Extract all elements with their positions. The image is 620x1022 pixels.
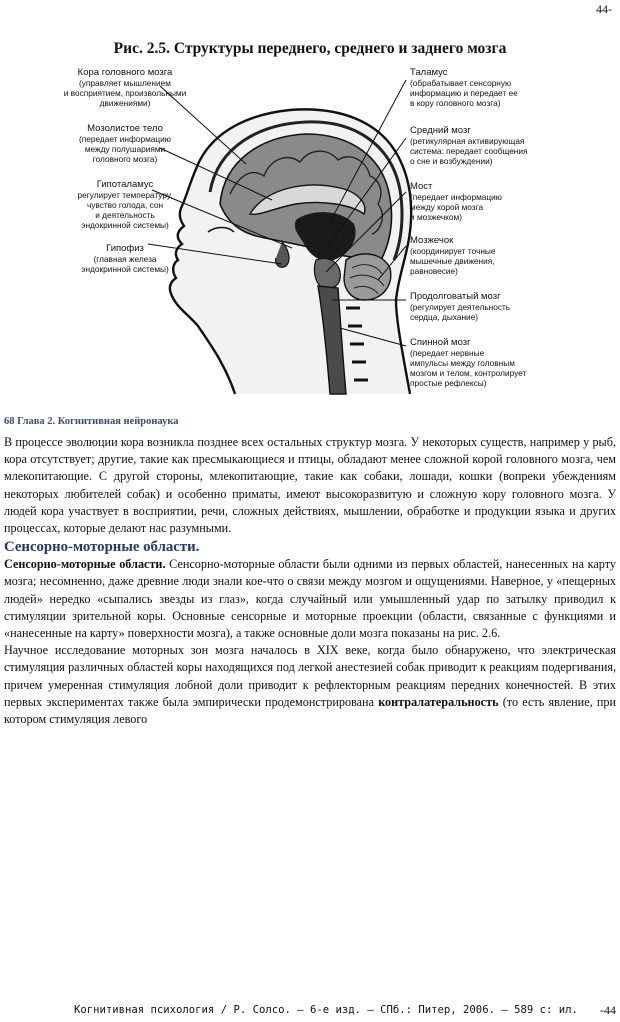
paragraph-sensorimotor (4, 556, 616, 642)
label-cortex: Кора головного мозга (управляет мышлением и восприятием, произвольными движениями) (63, 67, 187, 108)
label-spinal-cord: Спинной мозг (передает нервные импульсы между головным мозгом и телом, контролирует простые рефлексы) (410, 337, 527, 388)
paragraph-lead: Сенсорно-моторные области. (4, 557, 166, 572)
cerebellum (344, 254, 391, 300)
paragraph-motor-research (4, 642, 616, 728)
chapter-header: 68 Глава 2. Когнитивная нейронаука (4, 416, 179, 427)
label-corpus-callosum: Мозолистое тело (передает информацию между полушариями головного мозга) (78, 123, 171, 164)
page-number-top: 44- (596, 2, 612, 16)
label-midbrain: Средний мозг (ретикулярная активирующая система: передает сообщения о сне и возбуждении) (410, 125, 528, 166)
label-thalamus: Таламус (обрабатывает сенсорную информацию и передает ее в кору головного мозга) (410, 67, 518, 108)
paragraph-evolution: В процессе эволюции кора возникла позднее всех остальных структур мозга. У некоторых существ, например у рыб, кора отсутствует; другие, такие как пресмыкающиеся и птицы, обладают менее сложной корой головного мозга, чем млекопитающие. С другой стороны, млекопитающие, такие как собаки, лошади, кошки (вопреки убеждениям некоторых любителей собак) и особенно приматы, имеют высокоразвитую и сложную кору головного мозга. У людей кора участвует в восприятии, речи, сложных действиях, мышлении, обработке и продукции языка и других процессах, которые делают нас разумными. (4, 435, 616, 536)
label-cerebellum: Мозжечок (координирует точные мышечные движения, равновесие) (410, 235, 496, 276)
paragraph-sensorimotor-body: Сенсорно-моторные области были одними из первых областей, нанесенных на карту мозга; несомненно, даже древние люди знали кое-что о связи между мозгом и ощущениями. Наверное, у «пещерных людей» нередко «сыпались звезды из глаз», когда случайный или умышленный удар по затылку приводил к стимуляции зрительной коры. Основные сенсорные и моторные проекции (области, связанные с функциями и «нанесенные на карту» поверхности мозга), а также основные доли мозга показаны на рис. 2.6. (4, 557, 616, 641)
footer-citation: Когнитивная психология / Р. Солсо. — 6-е изд. — СПб.: Питер, 2006. — 589 с: ил. (74, 1004, 578, 1016)
page-number-bottom: -44 (600, 1003, 616, 1017)
label-pons: Мост (передает информацию между корой мозга и мозжечком) (410, 181, 503, 222)
figure-title: Рис. 2.5. Структуры переднего, среднего и заднего мозга (113, 40, 507, 57)
paragraph-motor-body: Научное исследование моторных зон мозга началось в XIX веке, когда было обнаружено, что электрическая стимуляция различных областей коры находящихся под легкой анестезией собак приводит к реакциям подергивания, причем умеренная стимуляция лобной доли приводит к рефлекторным реакциям передних конечностей. В этих первых экспериментах также была эмпирически продемонстрирована (4, 643, 616, 709)
label-hypothalamus: Гипоталамус регулирует температуру, чувство голода, сон и деятельность эндокринной системы) (77, 179, 173, 230)
label-pituitary: Гипофиз (главная железа эндокринной системы) (81, 243, 169, 274)
term-contralaterality: контралатеральность (378, 694, 499, 709)
paragraph-motor-tail: (то есть явление, при котором стимуляция левого (4, 694, 616, 727)
body-text (4, 434, 616, 728)
brain-figure (60, 64, 560, 404)
label-medulla: Продолговатый мозг (регулирует деятельность сердца, дыхание) (410, 291, 511, 322)
section-heading: Сенсорно-моторные области. (4, 539, 200, 556)
